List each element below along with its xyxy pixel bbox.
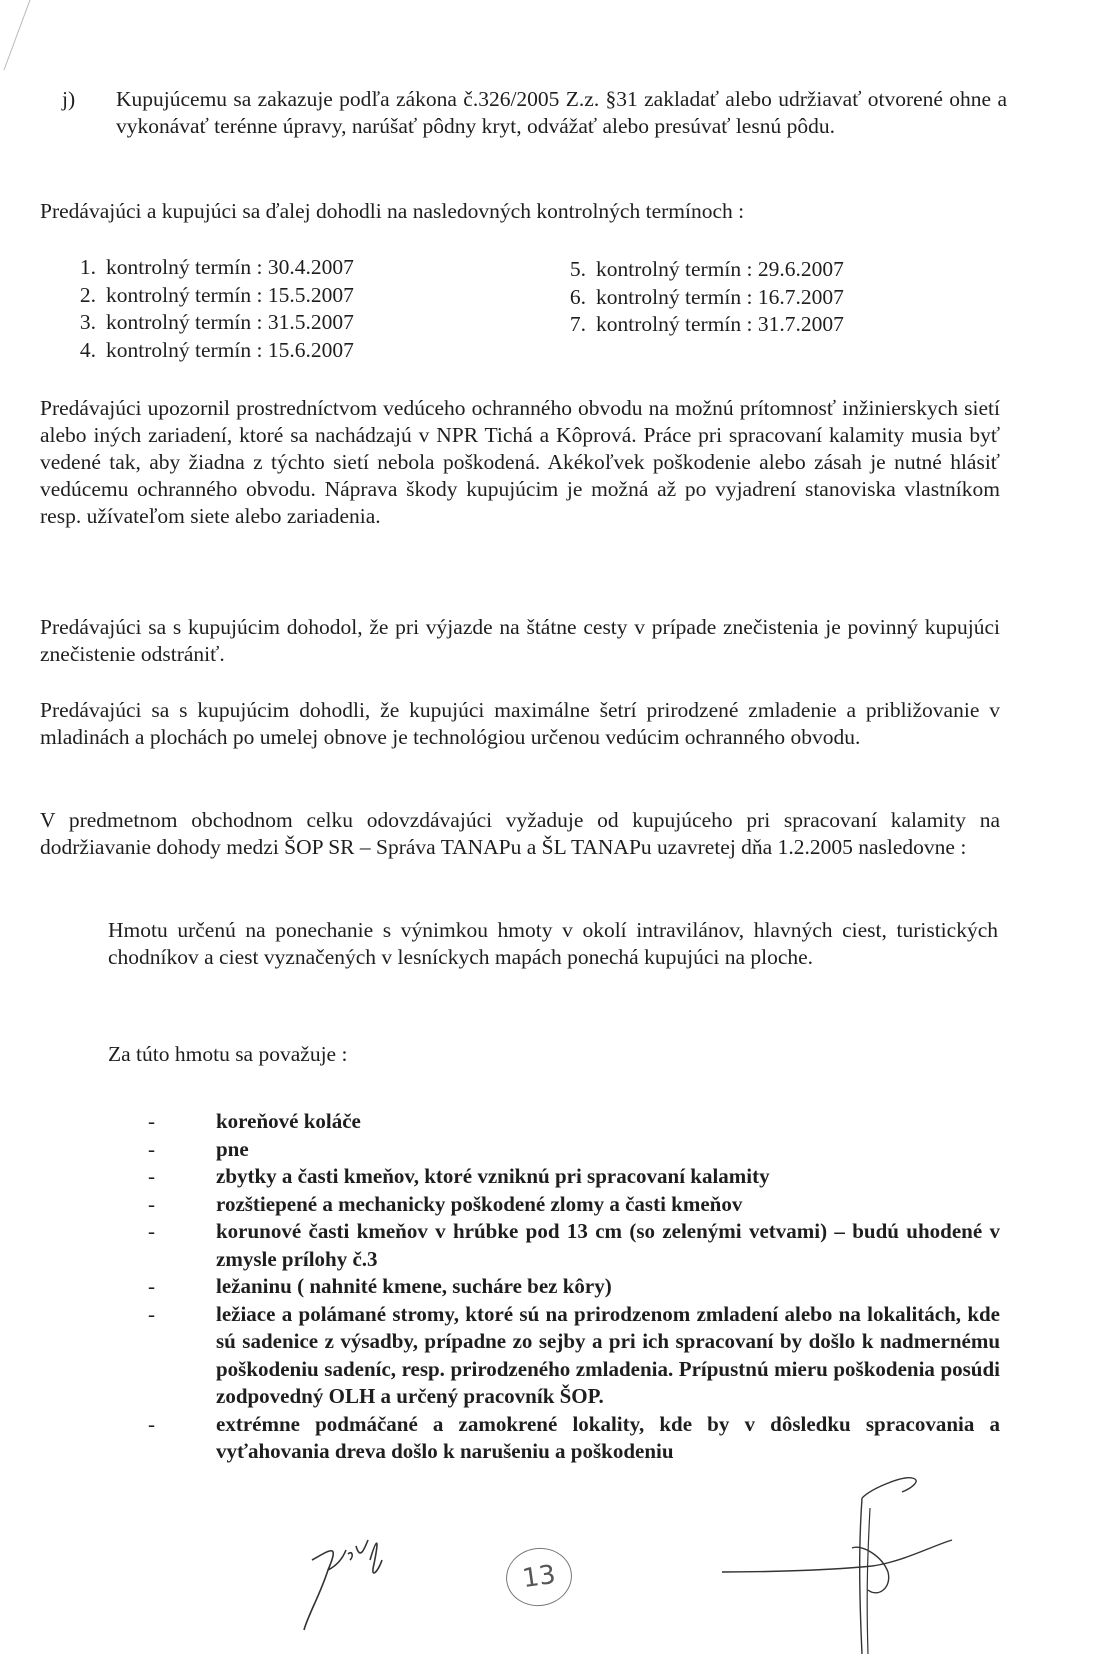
clause-j-text: Kupujúcemu sa zakazuje podľa zákona č.326/2005 Z.z. §31 zakladať alebo udržiavať otvorené ohne a vykonávať terénne úpravy, narúšať pôdny kryt, odvážať alebo presúvať lesnú pôdu. [116, 87, 1007, 138]
list-item: - koreňové koláče [148, 1109, 361, 1133]
control-terms-intro: Predávajúci a kupujúci sa ďalej dohodli na nasledovných kontrolných termínoch : [40, 199, 745, 223]
list-item: - extrémne podmáčané a zamokrené lokality, kde by v dôsledku spracovania a vyťahovania dreva došlo k narušeniu a poškodeniu [148, 1411, 1000, 1463]
networks-paragraph: Predávajúci upozornil prostredníctvom vedúceho ochranného obvodu na možnú prítomnosť inžinierskych sietí alebo iných zariadení, ktoré sa nachádzajú v NPR Tichá a Kôprová. Práce pri spracovaní kalamity musia byť vedené tak, aby žiadna z týchto sietí nebola poškodená. Akékoľvek poškodenie alebo zásah je nutné hlásiť vedúcemu ochranného obvodu. Náprava škody kupujúcim je možná až po vyjadrení stanoviska vlastníkom resp. užívateľom siete alebo zariadenia. [40, 396, 1000, 528]
roads-paragraph: Predávajúci sa s kupujúcim dohodol, že pri výjazde na štátne cesty v prípade znečistenia je povinný kupujúci znečistenie odstrániť. [40, 615, 1000, 666]
handwritten-initials [290, 1520, 400, 1640]
considered-heading: Za túto hmotu sa považuje : [108, 1042, 348, 1066]
control-terms-left [70, 254, 354, 364]
list-item: - rozštiepené a mechanicky poškodené zlomy a časti kmeňov [148, 1191, 743, 1216]
list-item: - pne [148, 1136, 249, 1161]
mass-paragraph: Hmotu určenú na ponechanie s výnimkou hmoty v okolí intravilánov, hlavných ciest, turistických chodníkov a ciest vyznačených v lesníckych mapách ponechá kupujúci na ploche. [108, 918, 998, 969]
term-row: 7. kontrolný termín : 31.7.2007 [569, 312, 844, 336]
page-number: 13 [520, 1559, 558, 1595]
regeneration-paragraph: Predávajúci sa s kupujúcim dohodli, že kupujúci maximálne šetrí prirodzené zmladenie a približovanie v mladinách a plochách po umelej obnove je technológiou určenou vedúcim ochranného obvodu. [40, 698, 1000, 749]
list-item: - ležiace a polámané stromy, ktoré sú na prirodzenom zmladení alebo na lokalitách, kde sú sadenice z výsadby, prípadne zo sejby a pri ich spracovaní by došlo k nadmernému poškodeniu sadeníc, resp. prirodzeného zmladenia. Prípustnú mieru poškodenia posúdi zodpovedný OLH a určený pracovník ŠOP. [148, 1301, 1000, 1408]
list-item: - korunové časti kmeňov v hrúbke pod 13 cm (so zelenými vetvami) – budú uhodené v zmysle prílohy č.3 [148, 1219, 1000, 1271]
agreement-paragraph: V predmetnom obchodnom celku odovzdávajúci vyžaduje od kupujúceho pri spracovaní kalamity na dodržiavanie dohody medzi ŠOP SR – Správa TANAPu a ŠL TANAPu uzavretej dňa 1.2.2005 nasledovne : [40, 808, 1000, 859]
term-row: 6. kontrolný termín : 16.7.2007 [569, 284, 844, 309]
clause-j-marker: j) [62, 87, 76, 111]
term-row: 2. kontrolný termín : 15.5.2007 [79, 282, 354, 307]
list-item: - ležaninu ( nahnité kmene, sucháre bez kôry) [148, 1274, 612, 1298]
term-row: 3. kontrolný termín : 31.5.2007 [79, 310, 354, 334]
page-number-stamp [502, 1544, 575, 1611]
handwritten-signature [712, 1448, 1002, 1657]
term-row: 4. kontrolný termín : 15.6.2007 [79, 337, 354, 362]
term-row: 1. kontrolný termín : 30.4.2007 [79, 255, 354, 279]
control-terms-right [560, 256, 844, 339]
scan-edge-mark [0, 0, 60, 80]
clause-j [62, 86, 1007, 140]
list-item: - zbytky a časti kmeňov, ktoré vzniknú pri spracovaní kalamity [148, 1164, 770, 1188]
term-row: 5. kontrolný termín : 29.6.2007 [569, 257, 844, 281]
bullet-list [140, 1108, 1000, 1466]
